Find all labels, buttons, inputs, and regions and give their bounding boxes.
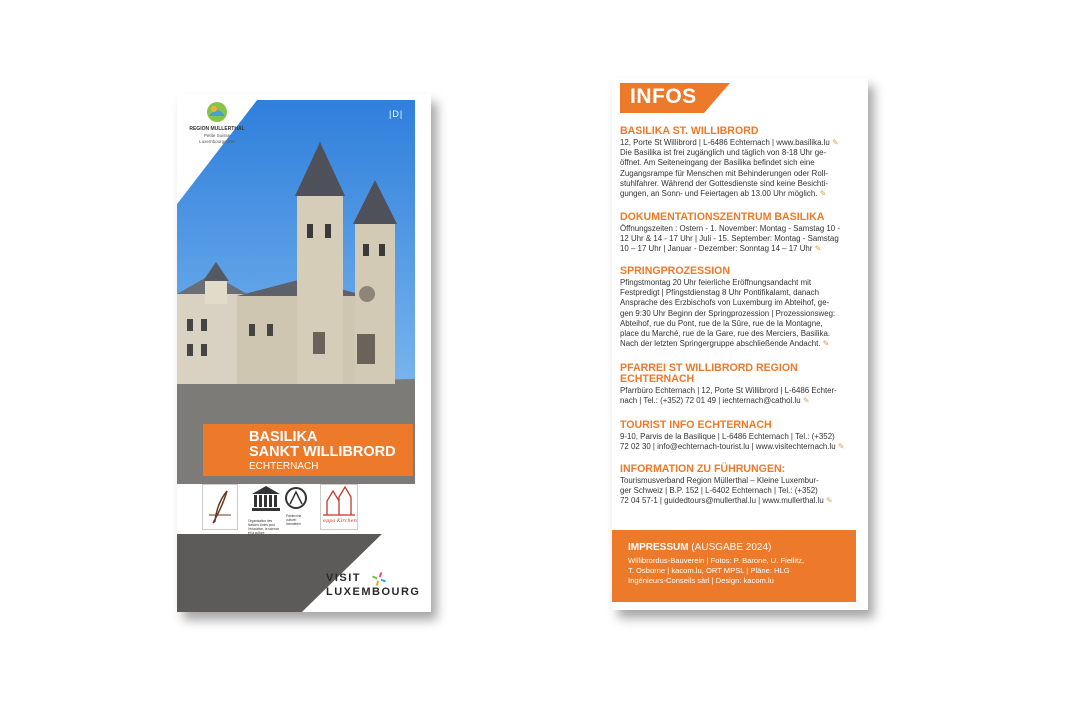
ich-caption: Patrimoine culturel immatériel [286,514,302,526]
body-line: gungen, an Sonn- und Feiertagen ab 13.00 Uhr möglich. [620,189,818,199]
pencil-icon: ✎ [802,396,810,406]
body-line: 72 02 30 | info@echternach-tourist.lu | www.visitechternach.lu [620,442,836,452]
body-line: gen 9:30 Uhr Beginn der Springprozession | Prozessionsweg: [620,308,836,318]
region-leaf-icon [205,100,229,124]
section-title: PFARREI ST WILLIBRORD REGION ECHTERNACH [620,362,798,385]
brotherhood-logo [202,484,238,530]
body-line: 9-10, Parvis de la Basilique | L-6486 Echternach | Tel.: (+352) [620,432,835,441]
brochure-back [612,78,868,610]
region-subtitle [177,133,257,145]
body-line: 72 04 57-1 | guidedtours@mullerthal.lu | www.mullerthal.lu [620,496,824,506]
body-line: stuhlfahrer. Während der Gottesdienste sind keine Besichti- [620,178,828,188]
brochure-front [177,94,431,612]
pencil-icon: ✎ [819,189,827,199]
body-line: Ansprache des Erzbischofs von Luxemburg im Abteihof, ge- [620,298,830,308]
section-basilika [620,126,856,199]
body-line: Öffnungszeiten : Ostern - 1. November: Montag - Samstag 10 - [620,224,841,233]
section-fuehrungen [620,464,856,507]
section-title: TOURIST INFO ECHTERNACH [620,419,772,431]
church-logo [320,484,358,530]
section-pfarrei [620,363,856,406]
body-line: öffnet. Am Seiteneingang der Basilika befindet sich eine [620,158,815,168]
section-body [620,138,856,199]
region-name: REGION MULLERTHAL [189,126,245,132]
body-line: Abteihof, rue du Pont, rue de la Sûre, rue de la Montagne, [620,318,823,328]
region-sub-line-1: Petite Suisse [203,133,231,138]
pencil-icon: ✎ [814,244,822,254]
section-body [620,476,856,507]
region-sub-line-2: Luxembourgeoise [199,139,235,144]
unesco-caption: Organisation des Nations Unies pour l'éducation, la science et la culture [248,519,280,535]
body-line: ger Schweiz | B.P. 152 | L-6402 Echternach | Tel.: (+352) [620,486,818,496]
section-body [620,278,856,349]
infos-heading: INFOS [630,85,697,108]
body-line: 10 – 17 Uhr | Januar - Dezember: Sonntag 14 – 17 Uhr [620,244,813,254]
pencil-icon: ✎ [825,496,833,506]
body-line: Zugangsrampe für Menschen mit Behinderungen oder Roll- [620,168,828,178]
church-icon [321,485,357,519]
body-line: Festpredigt | Pfingstdienstag 8 Uhr Pontifikalamt, danach [620,288,819,298]
body-line: place du Marché, rue de la Gare, rue des Merciers, Basilika. [620,329,831,339]
body-line: Pfingstmontag 20 Uhr feierliche Eröffnungsandacht mit [620,278,812,287]
body-line: 12, Porte St Willibrord | L-6486 Echternach | www.basilika.lu [620,138,830,147]
body-line: Nach der letzten Springergruppe abschließende Andacht. [620,339,821,349]
section-body [620,432,856,452]
pencil-icon: ✎ [822,339,830,349]
unesco-logo [248,484,310,535]
section-body [620,224,856,255]
unesco-temple-icon [248,484,310,514]
section-springprozession [620,266,856,349]
impressum-line: Willibrordus-Bauverein | Fotos: P. Barone, U. Fiellitz, [628,556,805,565]
section-body [620,386,856,406]
language-indicator: |D| [389,109,404,119]
page-subtitle: ECHTERNACH [249,461,319,472]
luxembourg-label: LUXEMBOURG [326,586,421,598]
body-line: Tourismusverband Region Müllerthal – Kleine Luxembur- [620,476,819,485]
impressum-edition: (AUSGABE 2024) [691,542,772,553]
body-line: nach | Tel.: (+352) 72 01 49 | iechternach@cathol.lu [620,396,801,406]
title-box [203,424,413,476]
impressum-box [612,530,856,602]
pencil-icon: ✎ [837,442,845,452]
body-line: Pfarrbüro Echternach | 12, Porte St Willibrord | L-6486 Echter- [620,386,837,395]
region-mullerthal-logo [177,94,257,174]
quill-icon [203,485,237,529]
impressum-label: IMPRESSUM [628,542,689,553]
pencil-icon: ✎ [832,138,839,147]
visit-luxembourg-logo [326,572,420,598]
body-line: Die Basilika ist frei zugänglich und täglich von 8-18 Uhr ge- [620,148,827,158]
impressum-title [628,542,771,553]
visit-star-icon [372,572,386,586]
body-line: 12 Uhr & 14 - 17 Uhr | Juli - 15. September: Montag - Samstag [620,234,839,244]
church-logo-text: eppa Kirchen [323,518,357,524]
section-title: BASILIKA ST. WILLIBRORD [620,125,759,137]
impressum-line: Ingénieurs-Conseils sàrl | Design: kacom.lu [628,576,774,585]
section-title: SPRINGPROZESSION [620,265,731,277]
partner-logos [182,478,392,534]
impressum-body [628,556,838,586]
impressum-line: T. Osborne | kacom.lu, ORT MPSL | Pläne: HLG [628,566,790,575]
visit-label: VISIT [326,572,362,584]
section-dokumentation [620,212,856,255]
section-title: INFORMATION ZU FÜHRUNGEN: [620,463,786,475]
section-title: DOKUMENTATIONSZENTRUM BASILIKA [620,211,825,223]
section-tourist-info [620,420,856,452]
page-title: BASILIKA SANKT WILLIBRORD [249,429,396,460]
